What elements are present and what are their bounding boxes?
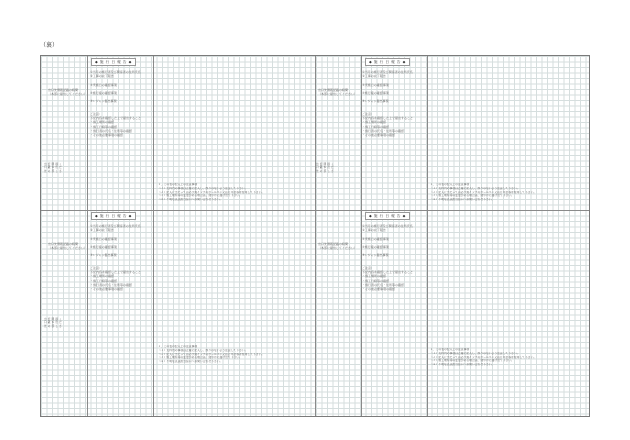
note-line: （２）記入に当たっては必ず黒インクのボールペン又は万年筆等を使用して下さい。 [430,190,537,194]
vertical-column [48,318,51,328]
form-line: ・施行者の氏名・住所等の確認 [362,282,405,287]
note-line: （４）不明な点は担当窓口へお問い合わせ下さい。 [158,360,223,364]
note-line: （２）記入に当たっては必ず黒インクのボールペン又は万年筆等を使用して下さい。 [430,355,537,359]
form-line: 下記内容を確認した上で提出すること [362,270,414,275]
note-line: （１）太枠内の事項は正確に記入し、誤りのないよう注意して下さい。 [430,186,520,190]
vertical-char: 出 [55,166,58,170]
form-line: ・その他必要事項の確認 [362,287,396,292]
vertical-column [320,163,323,173]
vertical-column [59,163,62,173]
vertical-char: さ [59,324,62,328]
form-line: ・施行者の氏名・住所等の確認 [362,128,405,133]
vertical-column [52,318,55,328]
form-line: ⑤レジャン提出事項 [362,99,389,104]
vertical-text-grid [316,163,334,173]
form-line: ①当月の施行者及び関係者の住所氏名 [90,70,141,74]
vertical-char: 記 [319,163,323,166]
vertical-char: の [47,324,51,328]
vertical-char: 提 [55,163,58,166]
note-line: （３）施工場所等の変更がある場合は、速やかに届け出て下さい。 [158,356,242,360]
notes-block [158,183,268,202]
vertical-char: 提 [327,163,330,166]
form-line: ⑤レジャン提出事項 [362,253,389,258]
vertical-char: 口 [44,321,47,325]
form-line: ・施工場所の確認 [90,120,115,125]
form-line: ご注意： [90,266,103,271]
note-line: （３）施工場所等の変更がある場合は、速やかに届け出て下さい。 [430,194,514,198]
form-lines [362,224,413,291]
vertical-column [331,163,334,173]
note-line: （２）記入に当たっては必ず黒インクのボールペン又は万年筆等を使用して下さい。 [158,190,265,194]
vertical-column [327,163,330,173]
left-label-line: （本部に提出してください） [318,246,358,251]
note-line: １．この表の記入上の注意事項 [158,183,198,186]
note-line: （２）記入に当たっては必ず黒インクのボールペン又は万年筆等を使用して下さい。 [158,352,265,356]
left-label-line: （本部に提出してください） [48,92,88,97]
form-line: ・施工日時等の確認 [90,124,118,129]
vertical-char: 部 [51,324,55,328]
form-line: ・施工場所の確認 [90,274,115,279]
vertical-char: く [59,163,62,166]
vertical-char: だ [59,166,62,170]
form-line: ⑤レジャン提出事項 [90,253,117,258]
form-line: ②工事の完了報告 [90,74,114,79]
note-line: １．この表の記入上の注意事項 [430,348,470,351]
vertical-char: 間 [323,163,327,166]
vertical-column [48,163,51,173]
vertical-char: し [327,169,330,173]
form-title: ◆ 施 行 日 報 告 ◆ [91,212,136,220]
form-line: ・施工場所の確認 [362,120,387,125]
form-line: 下記内容を確認した上で提出すること [90,270,142,275]
notes-block [430,183,540,202]
form-lines [90,70,141,137]
form-title: ◆ 施 行 日 報 告 ◆ [365,58,410,66]
column-divider [315,56,316,416]
left-label [48,242,87,250]
vertical-char: 間 [51,163,55,166]
vertical-char: し [55,324,58,328]
note-line: （１）太枠内の事項は正確に記入し、誤りのないよう注意して下さい。 [430,351,520,355]
form-line: ①当月の施行者及び関係者の住所氏名 [362,224,413,228]
left-label-line: 出口先情報記載の時間 [318,242,349,246]
vertical-char: 口 [316,166,319,170]
vertical-char: 本 [51,321,55,325]
form-line: ご注意： [362,112,375,117]
vertical-char: 先 [44,169,47,173]
left-label [48,88,87,96]
note-line: （１）太枠内の事項は正確に記入し、誤りのないよう注意して下さい。 [158,186,248,190]
vertical-char: 載 [319,166,323,170]
vertical-char: さ [59,169,62,173]
vertical-char: 間 [51,318,55,321]
form-line: ご注意： [362,266,375,271]
vertical-char: く [59,318,62,321]
note-line: （１）太枠内の事項は正確に記入し、誤りのないよう注意して下さい。 [158,348,248,352]
form-line: ②工事の完了報告 [362,228,386,233]
note-line: （４）不明な点は担当窓口へお問い合わせ下さい。 [430,363,495,367]
left-label-line: 出口先情報記載の時間 [318,88,349,92]
vertical-column [44,318,47,328]
vertical-char: く [331,163,334,166]
form-title: ◆ 施 行 日 報 告 ◆ [365,212,410,220]
vertical-char: 提 [55,318,58,321]
form-line: ②工事の完了報告 [362,74,386,79]
left-label [318,88,357,96]
form-line: ・施工日時等の確認 [362,278,390,283]
form-line: ④施行後の確認事項 [362,245,389,250]
vertical-char: 載 [47,321,51,325]
form-line: ③実施日の確認事項 [90,82,117,87]
note-line: １．この表の記入上の注意事項 [430,183,470,186]
form-line: ④施行後の確認事項 [362,91,389,96]
vertical-char: さ [331,169,334,173]
form-lines [362,70,413,137]
notes-block [430,348,540,367]
vertical-char: 出 [44,318,47,321]
vertical-column [59,318,62,328]
form-line: ・その他必要事項の確認 [90,133,124,138]
vertical-char: 出 [55,321,58,325]
form-line: ①当月の施行者及び関係者の住所氏名 [362,70,413,74]
vertical-text-grid [44,318,62,328]
form-line: ⑤レジャン提出事項 [90,99,117,104]
form-line: ③実施日の確認事項 [362,236,389,241]
form-line: ④施行後の確認事項 [90,91,117,96]
vertical-char: 先 [316,169,319,173]
vertical-char: 本 [323,166,327,170]
note-line: １．この表の記入上の注意事項 [158,345,198,348]
vertical-char: だ [331,166,334,170]
vertical-char: 記 [47,163,51,166]
form-line: ・施行者の氏名・住所等の確認 [90,282,133,287]
column-divider [427,56,428,416]
note-line: （４）不明な点は担当窓口へお問い合わせ下さい。 [158,198,223,202]
left-label-line: （本部に提出してください） [318,92,358,97]
form-line: ・施工場所の確認 [362,274,387,279]
vertical-char: の [47,169,51,173]
form-title: ◆ 施 行 日 報 告 ◆ [91,58,136,66]
form-line: 下記内容を確認した上で提出すること [362,116,414,121]
column-divider [153,56,154,416]
left-label-line: （本部に提出してください） [48,246,88,251]
vertical-char: 記 [47,318,51,321]
vertical-column [324,163,327,173]
form-line: ①当月の施行者及び関係者の住所氏名 [90,224,141,228]
vertical-char: だ [59,321,62,325]
vertical-column [316,163,319,173]
vertical-column [55,318,58,328]
note-line: （４）不明な点は担当窓口へお問い合わせ下さい。 [430,198,495,202]
page-side-label: （裏） [40,42,59,49]
vertical-column [44,163,47,173]
vertical-char: の [319,169,323,173]
form-lines [90,224,141,291]
vertical-char: 口 [44,166,47,170]
form-line: ・施工日時等の確認 [362,124,390,129]
vertical-char: 部 [51,169,55,173]
left-label [318,242,357,250]
form-line: ②工事の完了報告 [90,228,114,233]
form-line: ④施行後の確認事項 [90,245,117,250]
vertical-column [55,163,58,173]
left-label-line: 出口先情報記載の時間 [48,88,79,92]
vertical-char: 出 [327,166,330,170]
vertical-char: し [55,169,58,173]
note-line: （３）施工場所等の変更がある場合は、速やかに届け出て下さい。 [430,359,514,363]
vertical-char: 載 [47,166,51,170]
form-line: ③実施日の確認事項 [362,82,389,87]
vertical-char: 出 [44,163,47,166]
row-divider [41,210,589,211]
form-line: ・その他必要事項の確認 [90,287,124,292]
note-line: （３）施工場所等の変更がある場合は、速やかに届け出て下さい。 [158,194,242,198]
vertical-char: 先 [44,324,47,328]
left-label-line: 出口先情報記載の時間 [48,242,79,246]
vertical-column [52,163,55,173]
vertical-char: 出 [316,163,319,166]
vertical-text-grid [44,163,62,173]
form-line: ご注意： [90,112,103,117]
form-line: ・施行者の氏名・住所等の確認 [90,128,133,133]
column-divider [87,56,88,416]
notes-block [158,345,268,364]
form-line: ・その他必要事項の確認 [362,133,396,138]
form-line: 下記内容を確認した上で提出すること [90,116,142,121]
form-line: ・施工日時等の確認 [90,278,118,283]
vertical-char: 本 [51,166,55,170]
form-line: ③実施日の確認事項 [90,236,117,241]
vertical-char: 部 [323,169,327,173]
